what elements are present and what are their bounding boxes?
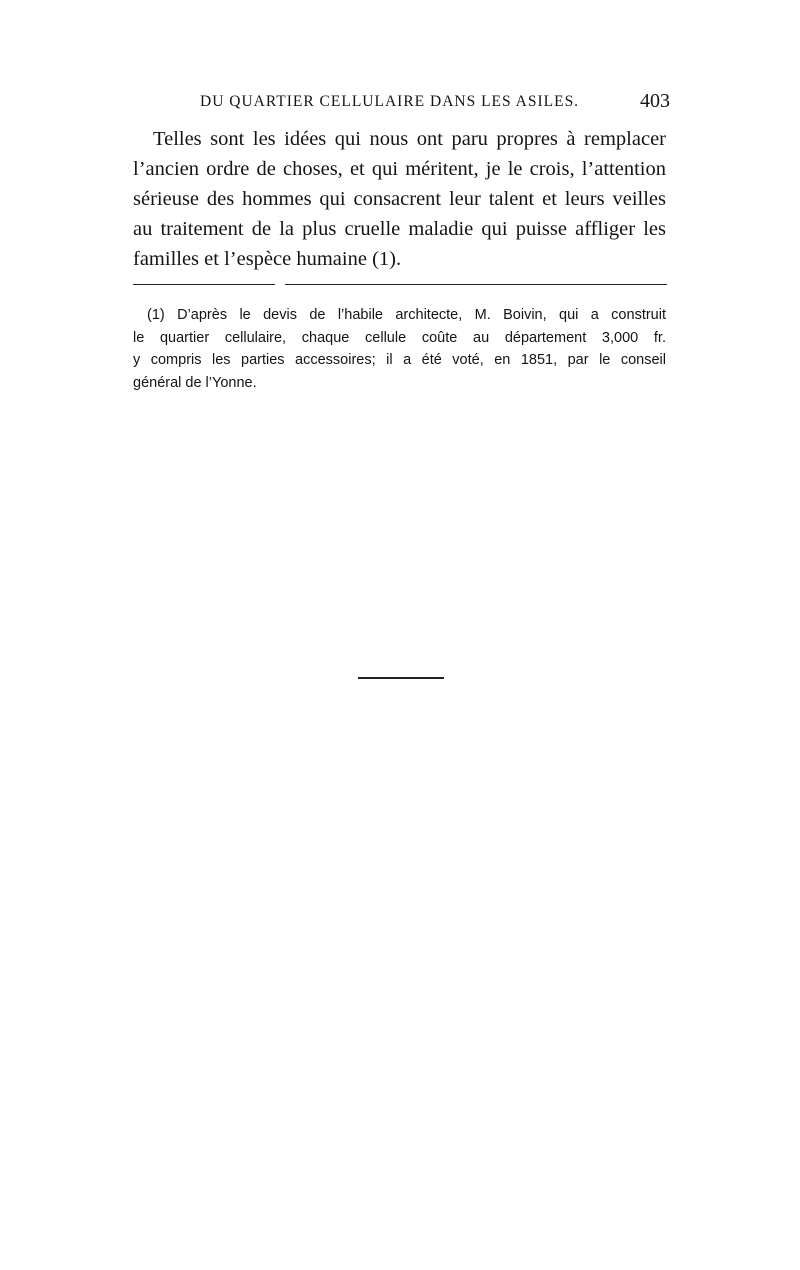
footnote-line: général de l’Yonne. [133, 374, 257, 391]
end-of-section-rule [358, 677, 444, 679]
running-title: DU QUARTIER CELLULAIRE DANS LES ASILES. [200, 93, 580, 110]
footnote [133, 304, 666, 394]
page-number: 403 [640, 90, 670, 112]
body-paragraph [133, 124, 666, 274]
body-line: sérieuse des hommes qui consacrent leur talent et leurs veilles [133, 188, 666, 210]
footnote-line: (1) D’après le devis de l’habile architecte, M. Boivin, qui a construit [147, 307, 666, 323]
body-line: l’ancien ordre de choses, et qui méritent, je le crois, l’attention [133, 158, 666, 180]
footnote-separator-right [285, 284, 667, 285]
footnote-line: le quartier cellulaire, chaque cellule coûte au département 3,000 fr. [133, 329, 666, 346]
body-line: Telles sont les idées qui nous ont paru propres à remplacer [153, 128, 666, 150]
footnote-separator-left [133, 284, 275, 285]
body-line: familles et l’espèce humaine (1). [133, 248, 402, 270]
footnote-line: y compris les parties accessoires; il a été voté, en 1851, par le conseil [133, 352, 666, 368]
body-line: au traitement de la plus cruelle maladie qui puisse affliger les [133, 218, 666, 240]
running-head [200, 90, 670, 115]
